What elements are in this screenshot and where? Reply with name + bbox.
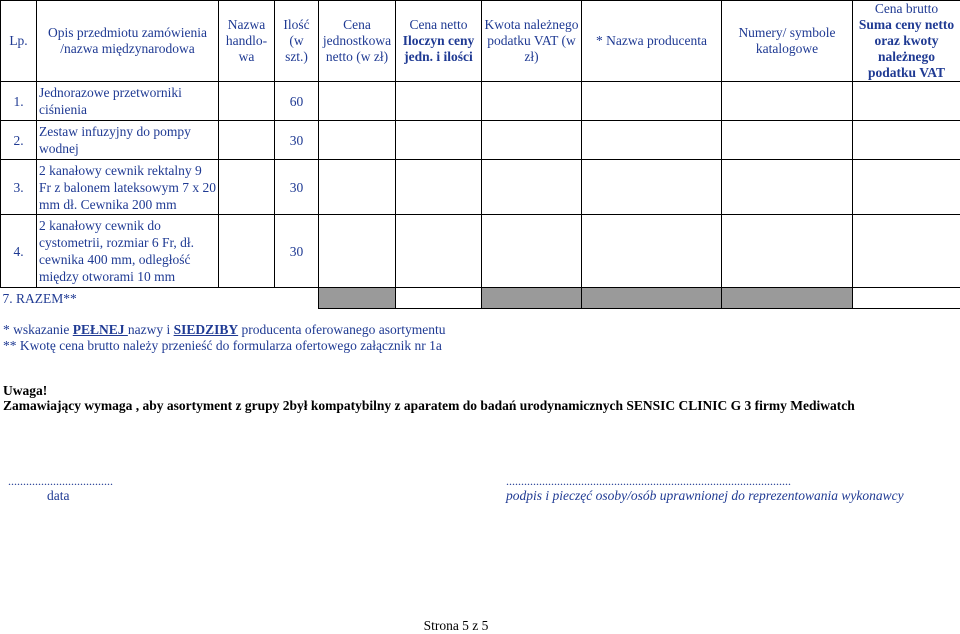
row-cena-jedn-cell: [319, 82, 396, 121]
total-grey-cell: [482, 288, 582, 309]
row-nazwa-cell: [219, 121, 275, 160]
row-nazwa-cell: [219, 215, 275, 288]
header-numery: Numery/ symbole katalogowe: [722, 1, 853, 82]
row-opis: Zestaw infuzyjny do pompy wodnej: [37, 121, 219, 160]
row-cena-brutto-cell: [853, 121, 960, 160]
row-cena-netto-cell: [396, 121, 482, 160]
header-nazwa: Nazwa handlo-wa: [219, 1, 275, 82]
row-cena-netto-cell: [396, 160, 482, 215]
header-cena-netto: [396, 1, 482, 82]
date-dots: ...................................: [8, 474, 113, 489]
total-grey-cell: [319, 288, 396, 309]
total-grey-cell: [582, 288, 722, 309]
note-producer-seat: SIEDZIBY: [174, 322, 239, 337]
total-cena-brutto-cell: [853, 288, 960, 309]
row-cena-jedn-cell: [319, 121, 396, 160]
header-cena-brutto-line1: Cena brutto: [875, 1, 938, 16]
warning-title: Uwaga!: [3, 383, 47, 399]
row-producent-cell: [582, 215, 722, 288]
note-producer-prefix: * wskazanie: [3, 322, 73, 337]
header-lp: Lp.: [1, 1, 37, 82]
header-cena-brutto: [853, 1, 960, 82]
row-lp: 2.: [1, 121, 37, 160]
table-row: [1, 121, 960, 160]
header-cena-brutto-line2: Suma ceny netto oraz kwoty należnego podatku VAT: [859, 17, 954, 80]
row-cena-brutto-cell: [853, 215, 960, 288]
row-producent-cell: [582, 121, 722, 160]
note-producer-suffix: producenta oferowanego asortymentu: [238, 322, 445, 337]
table-header-row: [1, 1, 960, 82]
header-cena-jedn: Cena jednostkowa netto (w zł): [319, 1, 396, 82]
row-numery-cell: [722, 160, 853, 215]
total-grey-cell: [722, 288, 853, 309]
row-cena-netto-cell: [396, 82, 482, 121]
row-kwota-vat-cell: [482, 82, 582, 121]
row-ilosc: 30: [275, 215, 319, 288]
warning-text: Zamawiający wymaga , aby asortyment z grupy 2był kompatybilny z aparatem do badań urodynamicznych SENSIC CLINIC G 3 firmy Mediwatch: [3, 398, 855, 414]
header-cena-netto-line1: Cena netto: [409, 17, 467, 32]
row-nazwa-cell: [219, 160, 275, 215]
header-cena-netto-line2: Iloczyn ceny jedn. i ilości: [403, 33, 475, 64]
page-number: Strona 5 z 5: [0, 618, 912, 634]
row-cena-netto-cell: [396, 215, 482, 288]
row-ilosc: 60: [275, 82, 319, 121]
header-kwota-vat: Kwota należnego podatku VAT (w zł): [482, 1, 582, 82]
row-numery-cell: [722, 82, 853, 121]
row-opis: Jednorazowe przetworniki ciśnienia: [37, 82, 219, 121]
row-lp: 1.: [1, 82, 37, 121]
note-producer-mid: nazwy i: [128, 322, 174, 337]
row-producent-cell: [582, 82, 722, 121]
row-cena-brutto-cell: [853, 160, 960, 215]
row-kwota-vat-cell: [482, 215, 582, 288]
note-producer: [3, 322, 445, 338]
header-opis: Opis przedmiotu zamówienia /nazwa międzynarodowa: [37, 1, 219, 82]
row-kwota-vat-cell: [482, 160, 582, 215]
row-ilosc: 30: [275, 121, 319, 160]
row-ilosc: 30: [275, 160, 319, 215]
table-row: [1, 215, 960, 288]
row-cena-brutto-cell: [853, 82, 960, 121]
table-row: [1, 82, 960, 121]
row-opis: 2 kanałowy cewnik do cystometrii, rozmiar 6 Fr, dł. cewnika 400 mm, odległość między otworami 10 mm: [37, 215, 219, 288]
total-label: 7. RAZEM**: [1, 288, 319, 309]
note-gross-price: ** Kwotę cena brutto należy przenieść do formularza ofertowego załącznik nr 1a: [3, 338, 442, 354]
header-producent: * Nazwa producenta: [582, 1, 722, 82]
row-kwota-vat-cell: [482, 121, 582, 160]
table-row: [1, 160, 960, 215]
row-producent-cell: [582, 160, 722, 215]
total-row: [1, 288, 960, 309]
row-cena-jedn-cell: [319, 160, 396, 215]
row-numery-cell: [722, 121, 853, 160]
offer-table: [0, 0, 960, 309]
date-label: data: [47, 488, 70, 504]
row-numery-cell: [722, 215, 853, 288]
row-cena-jedn-cell: [319, 215, 396, 288]
signature-label: podpis i pieczęć osoby/osób uprawnionej do reprezentowania wykonawcy: [506, 488, 904, 504]
row-lp: 4.: [1, 215, 37, 288]
row-lp: 3.: [1, 160, 37, 215]
total-cena-netto-cell: [396, 288, 482, 309]
row-nazwa-cell: [219, 82, 275, 121]
signature-dots: ...............................................................................................: [506, 474, 791, 489]
header-ilosc: Ilość (w szt.): [275, 1, 319, 82]
note-producer-full: PEŁNEJ: [73, 322, 128, 337]
row-opis: 2 kanałowy cewnik rektalny 9 Fr z balonem lateksowym 7 x 20 mm dł. Cewnika 200 mm: [37, 160, 219, 215]
